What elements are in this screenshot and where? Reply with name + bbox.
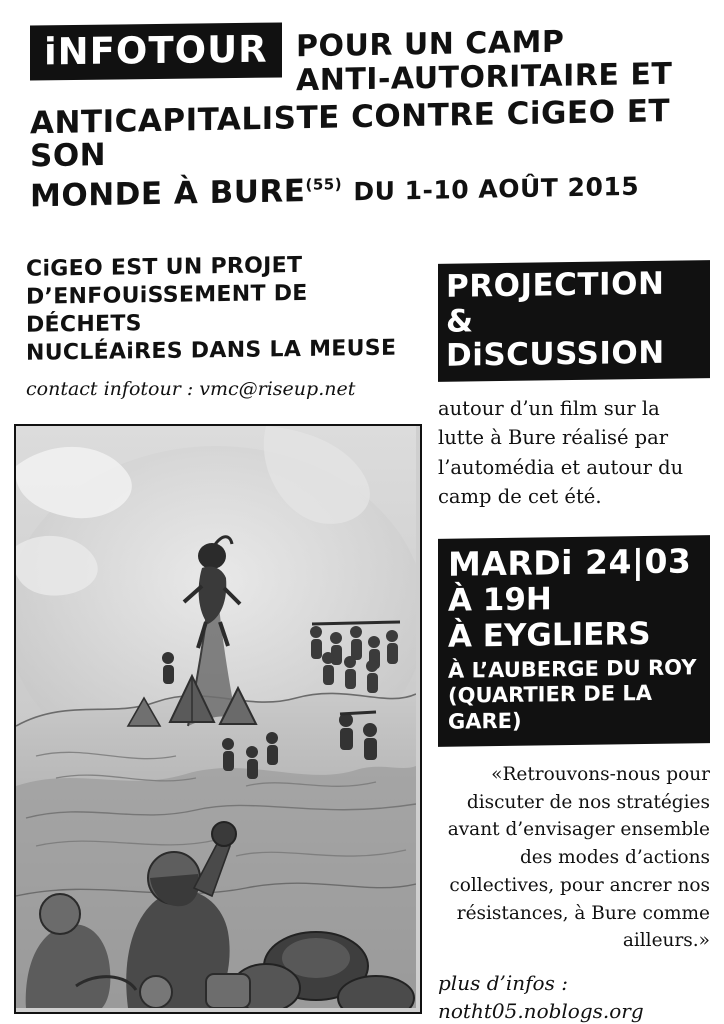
projection-banner-line-1: PROJECTION &	[446, 265, 665, 340]
infotour-badge: iNFOTOUR	[30, 22, 282, 80]
event-time: À 19H	[448, 581, 552, 619]
illustration-drawing	[16, 426, 416, 1008]
right-column	[438, 262, 710, 1023]
contact-line: contact infotour : vmc@riseup.net	[26, 377, 356, 400]
headline-line-3: ANTICAPITALISTE CONTRE CiGEO ET SON	[30, 93, 671, 174]
event-date: MARDi 24|03	[448, 541, 692, 584]
event-venue: À L’AUBERGE DU ROY	[448, 655, 697, 684]
headline-line-4-superscript: (55)	[305, 175, 343, 194]
projection-banner	[438, 260, 710, 382]
plus-infos-label: plus d’infos :	[438, 971, 568, 996]
headline-right	[295, 24, 672, 98]
cigeo-description-line-3: NUCLÉAiRES DANS LA MEUSE	[26, 336, 397, 367]
headline-dates: DU 1-10 AOÛT 2015	[353, 171, 640, 207]
cigeo-description-line-2: D’ENFOUiSSEMENT DE DÉCHETS	[26, 281, 308, 339]
projection-banner-line-2: DiSCUSSION	[446, 335, 665, 375]
event-place: À EYGLIERS	[448, 615, 651, 655]
website-url[interactable]: notht05.noblogs.org	[438, 999, 644, 1024]
headline-line-1: POUR UN CAMP	[295, 24, 564, 65]
illustration	[14, 424, 422, 1014]
cigeo-description	[26, 250, 426, 368]
headline-line-4-main: MONDE À BURE	[30, 173, 306, 215]
headline-line-2: ANTI-AUTORITAIRE ET	[295, 56, 672, 98]
headline-top-row	[30, 24, 698, 98]
event-banner	[438, 535, 710, 747]
projection-paragraph: autour d’un film sur la lutte à Bure réalisé par l’automédia et autour du camp de cet été.	[438, 397, 684, 508]
headline-line-4	[30, 168, 698, 213]
cigeo-description-line-1: CiGEO EST UN PROJET	[26, 252, 303, 282]
left-column	[26, 253, 426, 400]
quote-text: «Retrouvons-nous pour discuter de nos stratégies avant d’envisager ensemble des modes d’actions collectives, pour ancrer nos résistances, à Bure comme ailleurs.»	[447, 763, 710, 952]
event-venue-detail: (QUARTIER DE LA GARE)	[448, 681, 653, 734]
poster-header	[30, 24, 698, 215]
